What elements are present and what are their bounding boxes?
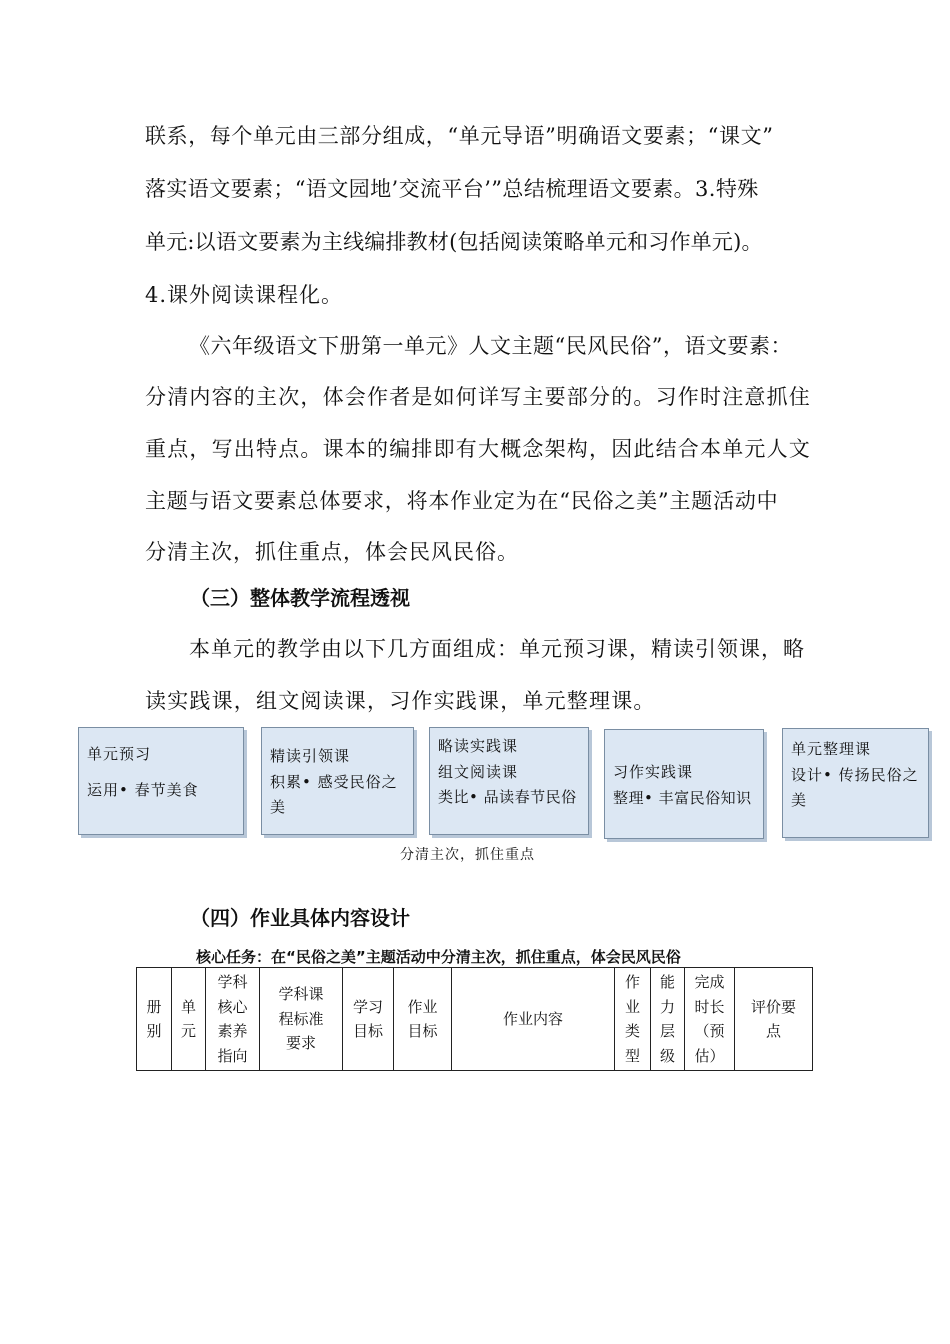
header-text: 点 (765, 1022, 781, 1040)
header-text: 完成 (694, 973, 725, 991)
flow-box-title: 习作实践课 (613, 763, 694, 781)
header-text: 力 (659, 997, 675, 1016)
header-text: 能 (659, 973, 675, 991)
header-text: 学科 (217, 973, 248, 991)
flow-caption: 分清主次，抓住重点 (400, 847, 535, 863)
text-line: 联系，每个单元由三部分组成，“单元导语”明确语文要素；“课文” (145, 124, 774, 148)
header-text: 素养 (217, 1022, 248, 1040)
text-line: 分清主次，抓住重点，体会民风民俗。 (145, 540, 519, 564)
header-text: 作业内容 (502, 1009, 563, 1028)
paragraph-1 (145, 120, 810, 310)
flow-box-title: 单元整理课 (791, 740, 872, 758)
flow-box-intensive-reading (261, 727, 414, 835)
header-text: 程标准 (278, 1009, 324, 1028)
flow-box-text: 类比• 品读春节民俗 (438, 788, 577, 806)
header-text: 级 (659, 1046, 675, 1065)
header-homework-goal (394, 968, 452, 1071)
core-task-title: 核心任务：在“民俗之美”主题活动中分清主次，抓住重点，体会民风民俗 (196, 948, 681, 966)
flow-box-text: 整理• 丰富民俗知识 (613, 788, 752, 807)
header-curriculum-standard (260, 968, 343, 1071)
text-line: 重点，写出特点。课本的编排即有大概念架构，因此结合本单元人文 (145, 437, 811, 461)
flow-box-text: 美 (270, 798, 287, 816)
text-line: 4.课外阅读课程化。 (145, 283, 344, 307)
text-line: 《六年级语文下册第一单元》人文主题“民风民俗”，语文要素： (189, 334, 792, 358)
header-volume (137, 968, 172, 1071)
section-4-heading: （四）作业具体内容设计 (190, 906, 410, 930)
text-line: 单元:以语文要素为主线编排教材(包括阅读策略单元和习作单元)。 (145, 230, 763, 254)
header-text: 类 (624, 1022, 640, 1040)
header-ability-level (651, 968, 685, 1071)
header-text: 册 (146, 997, 162, 1016)
text-line: 主题与语文要素总体要求，将本作业定为在“民俗之美”主题活动中 (145, 489, 779, 513)
header-text: 要求 (285, 1034, 316, 1053)
header-text: 作业 (407, 997, 438, 1016)
table-header-row (137, 968, 813, 1071)
header-learning-goal (343, 968, 394, 1071)
header-text: 作 (624, 973, 640, 991)
flow-box-title: 单元预习 (87, 745, 152, 763)
header-text: 指向 (217, 1046, 248, 1065)
flow-box-title: 略读实践课 (438, 737, 519, 755)
header-core-literacy (206, 968, 260, 1071)
header-text: 业 (624, 997, 640, 1016)
paragraph-3 (145, 633, 810, 713)
header-homework-type (615, 968, 651, 1071)
header-text: 核心 (217, 997, 248, 1016)
flow-box-text: 美 (791, 791, 808, 809)
flow-box-unit-review (782, 728, 929, 838)
header-text: （预 (694, 1022, 725, 1040)
header-duration (685, 968, 735, 1071)
text-line: 分清内容的主次，体会作者是如何详写主要部分的。习作时注意抓住 (145, 385, 811, 409)
header-text: 层 (659, 1022, 675, 1040)
header-homework-content (452, 968, 615, 1071)
text-line: 落实语文要素；“语文园地’交流平台’”总结梳理语文要素。3.特殊 (145, 177, 759, 201)
flow-box-writing-practice (604, 729, 764, 839)
section-3-heading: （三）整体教学流程透视 (190, 586, 410, 610)
header-text: 单 (180, 997, 196, 1016)
header-text: 时长 (694, 997, 725, 1016)
paragraph-2 (145, 330, 810, 570)
header-text: 型 (624, 1046, 640, 1065)
header-text: 元 (180, 1022, 196, 1040)
flow-box-text: 积累• 感受民俗之 (270, 772, 398, 791)
header-text: 目标 (407, 1022, 438, 1040)
flow-box-skim-reading (429, 727, 589, 835)
flow-box-text: 运用• 春节美食 (87, 780, 199, 799)
header-text: 估） (694, 1046, 725, 1065)
homework-design-table (136, 967, 813, 1071)
header-text: 学科课 (278, 985, 324, 1004)
text-line: 本单元的教学由以下几方面组成：单元预习课，精读引领课，略 (189, 637, 805, 661)
text-line: 读实践课，组文阅读课，习作实践课，单元整理课。 (145, 689, 656, 713)
header-unit (172, 968, 206, 1071)
flow-box-title: 组文阅读课 (438, 762, 519, 781)
header-text: 别 (146, 1022, 162, 1040)
flow-box-preview (78, 727, 244, 835)
header-text: 评价要 (750, 997, 796, 1016)
header-evaluation (735, 968, 813, 1071)
flow-box-text: 设计• 传扬民俗之 (791, 765, 919, 784)
header-text: 学习 (352, 997, 383, 1016)
header-text: 目标 (352, 1022, 383, 1040)
flow-box-title: 精读引领课 (270, 747, 351, 765)
